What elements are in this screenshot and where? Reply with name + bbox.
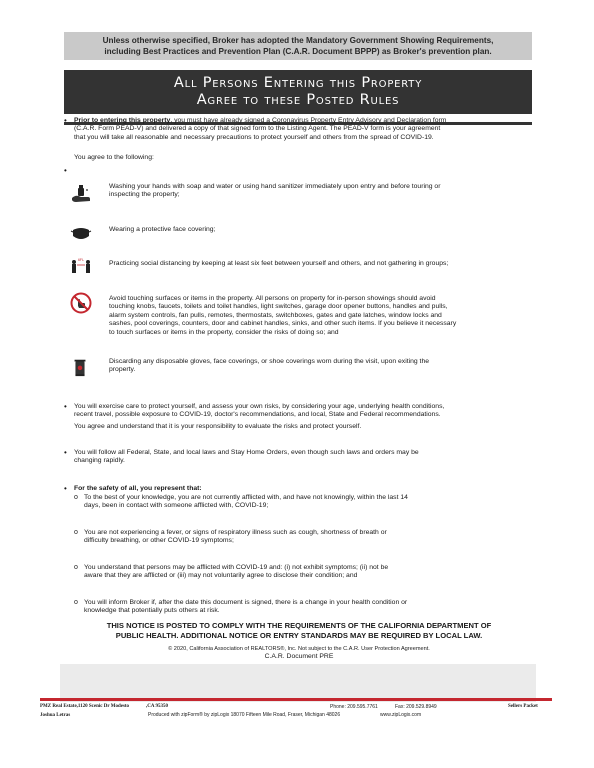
copyright: © 2020, California Association of REALTORS®, Inc. Not subject to the C.A.R. User Protection Agreement. [168,646,430,652]
footer-fax: Fax: 209.529.8949 [395,704,437,710]
rule-text-line1: Avoid touching surfaces or items in the property. All persons on property for in-person showings should avoid [109,295,436,302]
safety-item-line1: You understand that persons may be afflicted with COVID-19 and: (i) not exhibit symptoms; (ii) not be [84,564,389,571]
footer-band [60,664,536,702]
laws-line1: You will follow all Federal, State, and local laws and Stay Home Orders, even though such laws and orders may be [74,449,419,456]
no-touch-icon [70,292,92,314]
bullet: • [64,166,67,175]
title-bar [64,70,532,114]
rule-text-line2: property. [109,366,136,374]
footer-company: PMZ Real Estate,1120 Scenic Dr Modesto [40,704,130,709]
intro-line3: that you will take all reasonable and necessary precautions to protect yourself and others from the spread of COVID-19. [74,133,434,141]
laws-line2: changing rapidly. [74,457,125,465]
bullet: • [64,402,67,411]
bullet: • [64,484,67,493]
agree-heading: You agree to the following: [74,154,154,161]
footer-phone: Phone: 209.595.7761 [330,704,378,710]
intro-line1: , you must have already signed a Coronavirus Property Entry Advisory and Declaration form [170,117,447,124]
hand-sanitizer-icon [70,183,92,205]
broker-statement-bar [64,32,532,60]
title-line1: All Persons Entering this Property [173,75,423,91]
safety-item-line1: To the best of your knowledge, you are not currently afflicted with, and have not knowingly, within the last 14 [84,494,408,501]
safety-item-line2: difficulty breathing, or other COVID-19 symptoms; [84,537,234,545]
footer-packet: Sellers Packet [508,704,538,709]
care-line1: You will exercise care to protect yourself, and assess your own risks, by considering your age, underlying health conditions, [74,403,445,410]
bullet: • [64,116,67,125]
safety-item-line2: aware that they are afflicted or (iii) may not voluntarily agree to disclose their condition; and [84,572,358,580]
footer [40,704,560,734]
safety-item-line1: You will inform Broker if, after the date this document is signed, there is a change in your health condition or [84,599,408,606]
safety-heading: For the safety of all, you represent that: [74,485,202,492]
bullet: • [64,448,67,457]
broker-statement-line1: Unless otherwise specified, Broker has adopted the Mandatory Government Showing Requirements, [102,36,494,45]
distance-label: 6FL [77,258,85,262]
care-line2: recent travel, possible exposure to COVID-19, doctor's recommendations, and local, State and Federal recommendations. [74,411,441,419]
footer-rule [40,698,552,701]
care-line3: You agree and understand that it is your responsibility to evaluate the risks and protect yourself. [74,422,362,430]
circle-bullet-icon: o [74,529,78,536]
trash-bin-icon [70,353,90,381]
document-reference: C.A.R. Document PRE [264,653,334,660]
rule-text-line1: Discarding any disposable gloves, face coverings, or shoe coverings worn during the visit, upon exiting the [109,358,430,365]
rule-text-line2: touching knobs, faucets, toilets and toilet handles, light switches, garage door opener buttons, handles and pulls, [109,303,448,311]
notice-line2: PUBLIC HEALTH. ADDITIONAL NOTICE OR ENTRY STANDARDS MAY BE REQUIRED BY LOCAL LAW. [115,630,483,640]
rule-text-line1: Washing your hands with soap and water or using hand sanitizer immediately upon entry and before touring or [109,183,441,190]
intro-line2: (C.A.R. Form PEAD-V) and delivered a copy of that signed form to the Listing Agent. The PEAD-V form is your agreement [74,125,441,133]
legal-notice [64,621,534,640]
safety-item-line2: days, been in contact with someone afflicted with, COVID-19; [84,502,269,510]
broker-statement-line2: including Best Practices and Prevention Plan (C.A.R. Document BPPP) as Broker's prevention plan. [104,47,492,56]
rule-text-line3: alarm system controls, fan pulls, remotes, thermostats, switchboxes, gates and gate latches, window locks and [109,311,442,319]
social-distance-icon [70,256,92,278]
rule-text-line5: to touch surfaces or items in the property, consider the risks of doing so; and [109,328,339,336]
footer-produced: Produced with zipForm® by zipLogix 18070 Fifteen Mile Road, Fraser, Michigan 48026 [148,712,341,718]
face-mask-icon [70,223,92,245]
notice-line1: THIS NOTICE IS POSTED TO COMPLY WITH THE REQUIREMENTS OF THE CALIFORNIA DEPARTMENT OF [106,621,492,630]
footer-website[interactable]: www.zipLogix.com [380,712,422,718]
circle-bullet-icon: o [74,494,78,501]
rule-text-line1: Practicing social distancing by keeping at least six feet between yourself and others, and not gathering in groups; [109,260,449,267]
circle-bullet-icon: o [74,564,78,571]
rule-text-line2: inspecting the property; [109,191,180,199]
title-line2: Agree to these Posted Rules [196,92,400,108]
footer-agent: Joshua Letras [40,713,71,718]
footer-state-zip: ,CA 95350 [146,704,168,709]
safety-item-line1: You are not experiencing a fever, or signs of respiratory illness such as cough, shortness of breath or [84,529,387,536]
circle-bullet-icon: o [74,599,78,606]
rule-text-line1: Wearing a protective face covering; [109,226,216,233]
intro-bold-lead: Prior to entering this property [74,117,171,124]
safety-item-line2: knowledge that potentially puts others at risk. [84,607,220,615]
rule-text-line4: sashes, pool coverings, counters, door and cabinet handles, sinks, and other such items. If you believe it necessary [109,320,457,328]
